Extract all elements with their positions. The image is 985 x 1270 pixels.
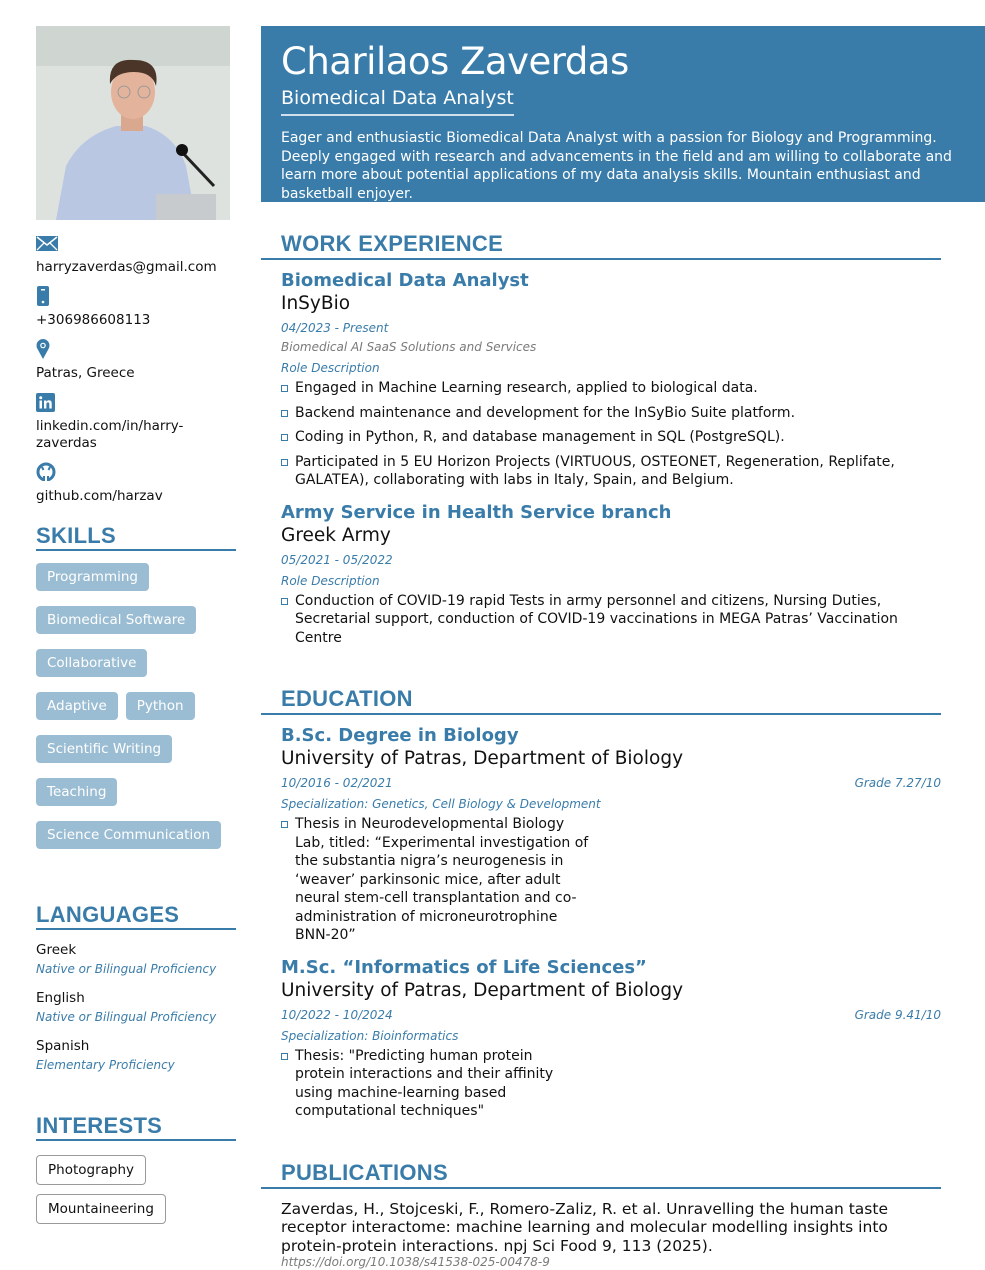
skill-chip: Python [126, 692, 195, 720]
thesis-item: Thesis in Neurodevelopmental Biology Lab, titled: “Experimental investigation of the substantia nigra’s neurogenesis in ‘weaver’ parkinsonic mice, after adult neural stem-cell transplantation and co- administration of microneurotrophine BNN-20” [281, 815, 591, 945]
mail-icon [36, 236, 58, 251]
degree-title: B.Sc. Degree in Biology [281, 725, 519, 746]
employer: Greek Army [281, 524, 391, 546]
publication-citation: Zaverdas, H., Stojceski, F., Romero-Zaliz, R. et al. Unravelling the human taste receptor interactome: machine learning and molecular modelling insights into protein-protein interactions. npj Sci Food 9, 113 (2025). [281, 1199, 888, 1255]
language-level: Elementary Proficiency [36, 1058, 175, 1072]
job-dates: 05/2021 - 05/2022 [281, 552, 393, 567]
institution: University of Patras, Department of Biology [281, 748, 684, 769]
phone-number[interactable]: +306986608113 [36, 312, 151, 328]
interests-heading: INTERESTS [36, 1113, 236, 1141]
institution: University of Patras, Department of Biology [281, 979, 684, 1001]
contact-email [36, 232, 236, 276]
email-link[interactable]: harryzaverdas@gmail.com [36, 259, 217, 275]
github-link[interactable]: github.com/harzav [36, 488, 163, 504]
contact-list [36, 232, 236, 505]
language-item [36, 942, 236, 977]
interests-list [36, 1155, 236, 1233]
role-description-label: Role Description [281, 573, 380, 588]
skill-chip: Adaptive [36, 692, 118, 720]
language-name: English [36, 990, 85, 1006]
language-item [36, 990, 236, 1025]
skill-chip: Scientific Writing [36, 735, 172, 763]
header-banner [261, 26, 985, 202]
sidebar [36, 26, 236, 1233]
summary: Eager and enthusiastic Biomedical Data Analyst with a passion for Biology and Programming. Deeply engaged with research and advancements in the field and am willing to collaborate and learn more about potential applications of my data analysis skills. Mountain enthusiast and basketball enjoyer. [281, 130, 952, 202]
person-name: Charilaos Zaverdas [281, 40, 629, 83]
employer-description: Biomedical AI SaaS Solutions and Services [281, 340, 537, 354]
contact-phone [36, 285, 236, 329]
skills-heading: SKILLS [36, 523, 236, 551]
linkedin-icon [36, 393, 55, 412]
github-icon [36, 462, 56, 482]
contact-github [36, 461, 236, 505]
contact-location [36, 338, 236, 382]
languages-heading: LANGUAGES [36, 902, 236, 930]
interest-chip: Photography [36, 1155, 146, 1185]
education-heading: EDUCATION [261, 685, 941, 715]
language-level: Native or Bilingual Proficiency [36, 1010, 217, 1024]
language-item [36, 1038, 236, 1073]
education-entry [261, 956, 941, 1121]
publication-doi-link[interactable]: https://doi.org/10.1038/s41538-025-00478-9 [281, 1255, 550, 1269]
person-title: Biomedical Data Analyst [281, 86, 514, 116]
job-title: Biomedical Data Analyst [281, 270, 529, 291]
responsibility-item: Engaged in Machine Learning research, applied to biological data. [281, 379, 941, 398]
language-name: Spanish [36, 1038, 90, 1054]
job-title: Army Service in Health Service branch [281, 501, 672, 523]
degree-title: M.Sc. “Informatics of Life Sciences” [281, 956, 647, 978]
publications-heading: PUBLICATIONS [261, 1159, 941, 1189]
responsibility-item: Participated in 5 EU Horizon Projects (VIRTUOUS, OSTEONET, Regeneration, Replifate, GALATEA), collaborating with labs in Italy, Spain, and Belgium. [281, 453, 941, 490]
education-entry [261, 724, 941, 945]
role-description-label: Role Description [281, 361, 380, 375]
skill-chip: Teaching [36, 778, 117, 806]
work-experience-heading: WORK EXPERIENCE [261, 230, 941, 260]
responsibility-item: Backend maintenance and development for the InSyBio Suite platform. [281, 404, 941, 423]
skill-chip: Programming [36, 563, 149, 591]
linkedin-link[interactable]: linkedin.com/in/harry-zaverdas [36, 418, 184, 451]
education-grade: Grade 7.27/10 [854, 776, 941, 790]
responsibility-item: Coding in Python, R, and database management in SQL (PostgreSQL). [281, 428, 941, 447]
education-details [281, 1047, 941, 1121]
specialization: Specialization: Bioinformatics [281, 1028, 459, 1043]
language-level: Native or Bilingual Proficiency [36, 962, 217, 976]
employer: InSyBio [281, 293, 351, 314]
profile-photo [36, 26, 230, 220]
contact-linkedin [36, 391, 236, 452]
education-details [281, 815, 941, 945]
thesis-item: Thesis: "Predicting human protein protein interactions and their affinity using machine-learning based computational techniques" [281, 1047, 576, 1121]
responsibilities-list [281, 379, 941, 490]
education-grade: Grade 9.41/10 [854, 1007, 941, 1022]
location-icon [36, 339, 50, 359]
education-dates: 10/2016 - 02/2021 [281, 776, 393, 790]
work-entry [261, 269, 941, 490]
phone-icon [36, 286, 50, 306]
work-entry [261, 501, 941, 648]
responsibility-item: Conduction of COVID-19 rapid Tests in army personnel and citizens, Nursing Duties, Secretarial support, conduction of COVID-19 vaccinations in MEGA Patras’ Vaccination Centre [281, 592, 941, 648]
responsibilities-list [281, 592, 941, 648]
main-content [261, 230, 941, 1270]
skill-chip: Collaborative [36, 649, 147, 677]
interest-chip: Mountaineering [36, 1194, 166, 1224]
skill-chip: Biomedical Software [36, 606, 196, 634]
education-dates: 10/2022 - 10/2024 [281, 1007, 393, 1022]
skills-list [36, 563, 236, 849]
specialization: Specialization: Genetics, Cell Biology & Development [281, 797, 601, 811]
language-name: Greek [36, 942, 77, 958]
languages-list [36, 942, 236, 1073]
job-dates: 04/2023 - Present [281, 321, 389, 335]
location-text: Patras, Greece [36, 365, 135, 381]
skill-chip: Science Communication [36, 821, 221, 849]
